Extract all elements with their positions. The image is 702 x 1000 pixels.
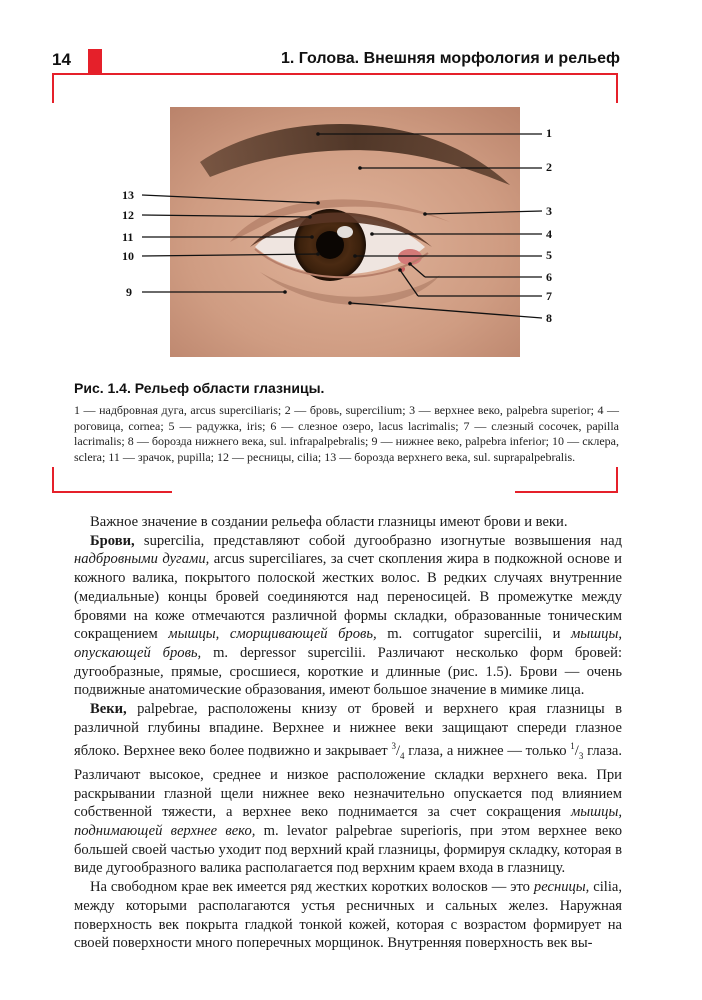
frame-left-top bbox=[52, 73, 54, 103]
label-11: 11 bbox=[122, 230, 134, 244]
body-text bbox=[74, 513, 622, 953]
label-2: 2 bbox=[546, 160, 552, 174]
paragraph-eyelids: Веки, palpebrae, расположены книзу от бровей и верхнего края глазницы в различной глубины впадине. Верхнее и нижнее веки защищают спереди глазное яблоко. Верхнее веко более подвижно и закрывает $^3/_4$ глаза, а нижнее — только $^1/_3$ глаза. Различают высокое, среднее и низкое расположение складки верхнего века. При раскрывании глазной щели нижнее веко незначительно опускается под влиянием собственной тяжести, а верхнее веко поднимается за счет сокращения мышцы, поднимающей верхнее веко, m. levator palpebrae superioris, при этом верхнее веко большей своей частью уходит под верхний край глазницы, формируя складку, которая в виде дугообразного валика располагается под верхним краем входа в глазницу. bbox=[74, 701, 623, 877]
frame-left-bottom bbox=[52, 467, 54, 493]
frame-bottom-left bbox=[52, 491, 172, 493]
fraction-three-quarters: $^3/_4$ bbox=[391, 741, 405, 762]
frame-top-line bbox=[52, 73, 618, 75]
figure-caption-title: Рис. 1.4. Рельеф области глазницы. bbox=[74, 380, 325, 396]
label-8: 8 bbox=[546, 311, 552, 325]
fraction-one-third: $^1/_3$ bbox=[570, 741, 584, 762]
label-9: 9 bbox=[126, 285, 132, 299]
label-4: 4 bbox=[546, 227, 552, 241]
paragraph-intro: Важное значение в создании рельефа области глазницы имеют брови и веки. bbox=[90, 514, 568, 530]
label-3: 3 bbox=[546, 204, 552, 218]
label-7: 7 bbox=[546, 289, 552, 303]
paragraph-eyebrows: Брови, supercilia, представляют собой дугообразно изогнутые возвышения над надбровными дугами, arcus superciliares, за счет скопления жира в подкожной основе и кожного валика, покрытого полоской жестких волос. В редких случаях внутренние (медиальные) концы бровей соединяются над переносицей. В промежутке между бровями на коже отмечаются различной формы складки, образованные тоническим сокращением мышцы, сморщивающей бровь, m. corrugator supercilii, и мышцы, опускающей бровь, m. depressor supercilii. Различают несколько форм бровей: дугообразные, прямые, сросшиеся, короткие и длинные (рис. 1.5). Брови — очень подвижные анатомические образования, имеют большое значение в мимике лица. bbox=[74, 532, 622, 699]
label-10: 10 bbox=[122, 249, 134, 263]
page-marker-tab bbox=[88, 49, 102, 75]
eye-illustration bbox=[170, 107, 520, 357]
label-6: 6 bbox=[546, 270, 552, 284]
label-1: 1 bbox=[546, 126, 552, 140]
frame-right-bottom bbox=[616, 467, 618, 493]
frame-bottom-right bbox=[515, 491, 618, 493]
page-number: 14 bbox=[52, 50, 71, 69]
label-5: 5 bbox=[546, 248, 552, 262]
term-eyelids: Веки, bbox=[90, 701, 127, 718]
frame-right-top bbox=[616, 73, 618, 103]
figure-caption-text: 1 — надбровная дуга, arcus superciliaris; 2 — бровь, supercilium; 3 — верхнее веко, palpebra superior; 4 — роговица, cornea; 5 — радужка, iris; 6 — слезное озеро, lacus lacrimalis; 7 — слезный сосочек, papilla lacrimalis; 8 — борозда нижнего века, sul. infrapalpebralis; 9 — нижнее веко, palpebra inferior; 10 — склера, sclera; 11 — зрачок, pupilla; 12 — ресницы, cilia; 13 — борозда верхнего века, sul. suprapalpebralis. bbox=[74, 403, 619, 464]
label-13: 13 bbox=[122, 188, 134, 202]
label-12: 12 bbox=[122, 208, 134, 222]
eye-photo bbox=[170, 107, 520, 357]
running-head: 1. Голова. Внешняя морфология и рельеф bbox=[280, 50, 620, 67]
term-eyebrows: Брови, bbox=[90, 532, 135, 549]
paragraph-eyelashes: На свободном крае век имеется ряд жестких коротких волосков — это ресницы, cilia, между которыми располагаются устья ресничных и сальных желез. Наружная поверхность век покрыта гладкой тонкой кожей, которая с возрастом формирует на своей поверхности много поперечных морщинок. Внутренняя поверхность век вы- bbox=[74, 879, 623, 952]
